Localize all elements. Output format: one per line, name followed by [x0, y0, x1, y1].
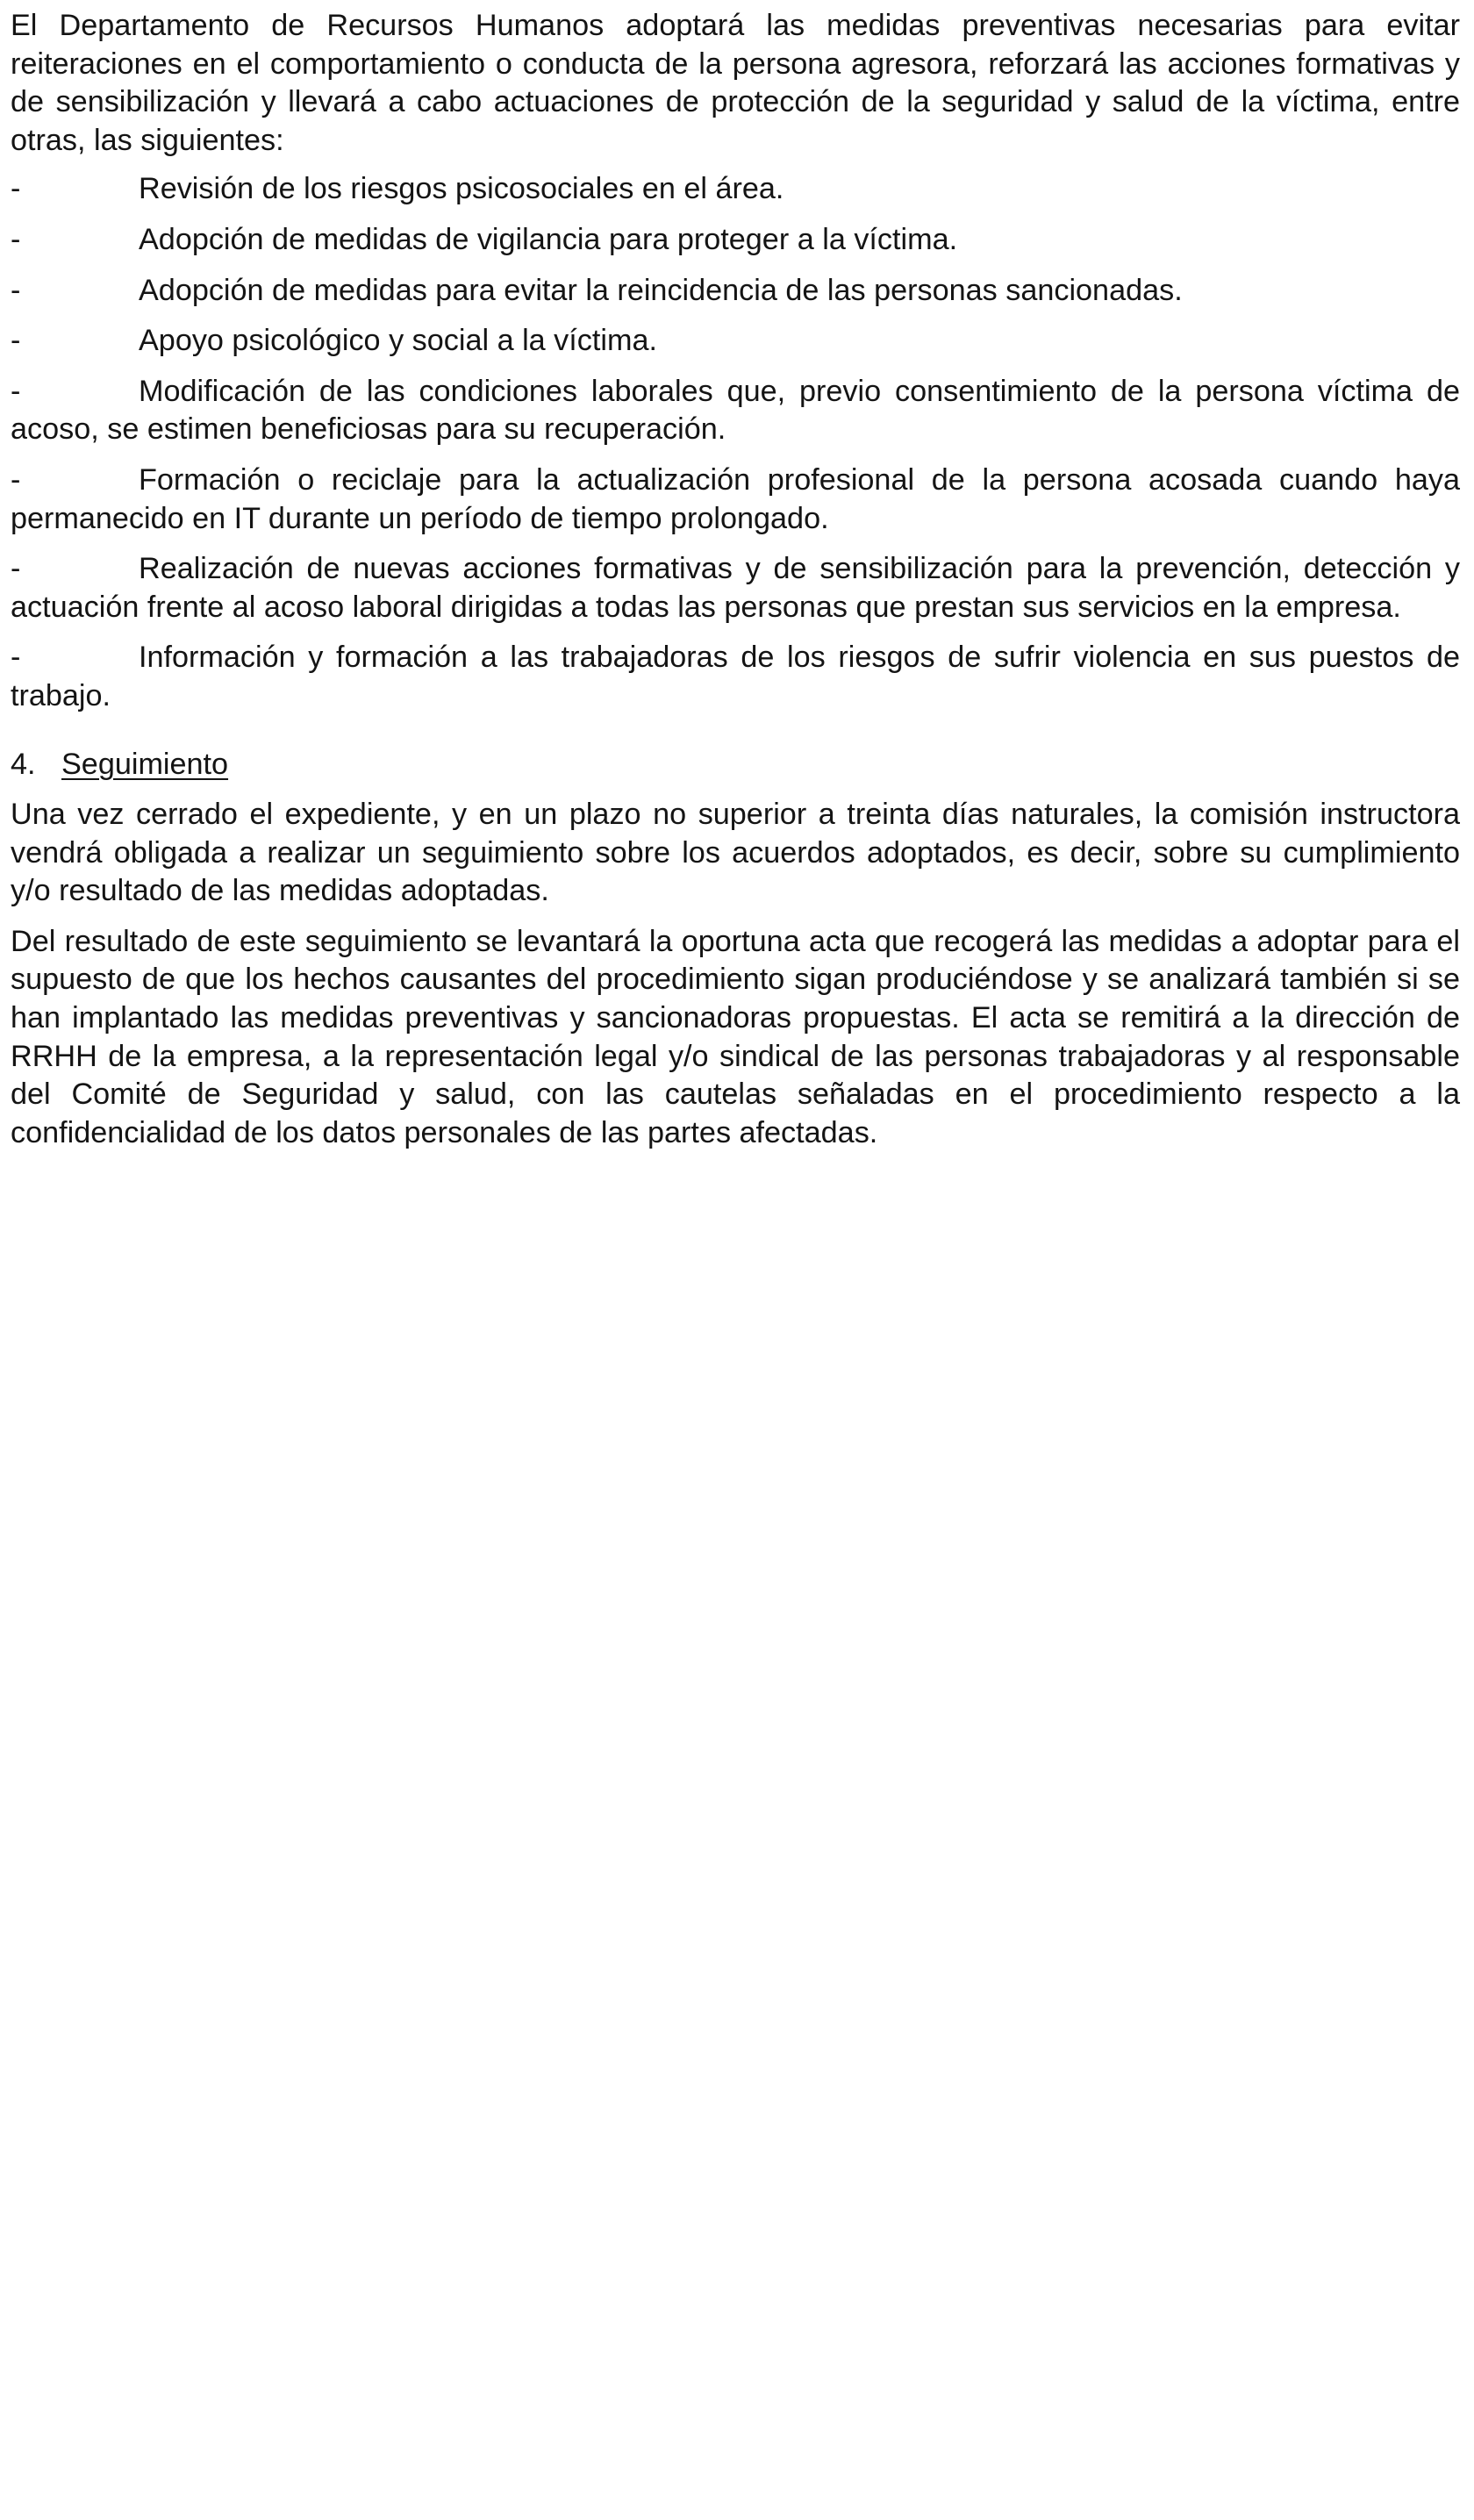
list-dash: -	[11, 641, 21, 675]
list-dash: -	[11, 222, 21, 256]
intro-paragraph: El Departamento de Recursos Humanos adoptará las medidas preventivas necesarias para evitar reiteraciones en el comportamiento o conducta de la persona agresora, reforzará las acciones formativas y de sensibilización y llevará a cabo actuaciones de protección de la seguridad y salud de la víctima, entre otras, las siguientes:	[11, 9, 1460, 157]
list-item	[11, 272, 1460, 311]
list-item-text: Adopción de medidas de vigilancia para proteger a la víctima.	[139, 222, 958, 256]
list-dash: -	[11, 374, 21, 408]
list-item-text: Revisión de los riesgos psicosociales en el área.	[139, 172, 784, 206]
section-paragraph: Del resultado de este seguimiento se levantará la oportuna acta que recogerá las medidas a adoptar para el supuesto de que los hechos causantes del procedimiento sigan produciéndose y se analizará también si se han implantado las medidas preventivas y sancionadoras propuestas. El acta se remitirá a la dirección de RRHH de la empresa, a la representación legal y/o sindical de las personas trabajadoras y al responsable del Comité de Seguridad y salud, con las cautelas señaladas en el procedimiento respecto a la confidencialidad de los datos personales de las partes afectadas.	[11, 924, 1460, 1149]
section-number: 4.	[11, 747, 36, 781]
section-heading	[11, 746, 1460, 784]
list-dash: -	[11, 172, 21, 206]
list-item-text: Modificación de las condiciones laborales que, previo consentimiento de la persona víctima de acoso, se estimen beneficiosas para su recuperación.	[11, 374, 1460, 447]
list-item	[11, 639, 1460, 715]
list-item-text: Información y formación a las trabajadoras de los riesgos de sufrir violencia en sus puestos de trabajo.	[11, 641, 1460, 712]
list-dash: -	[11, 273, 21, 307]
list-item	[11, 373, 1460, 449]
list-item-text: Adopción de medidas para evitar la reincidencia de las personas sancionadas.	[139, 273, 1183, 307]
measures-list	[11, 170, 1460, 715]
list-item	[11, 170, 1460, 209]
list-item-text: Apoyo psicológico y social a la víctima.	[139, 324, 657, 358]
list-item-text: Realización de nuevas acciones formativas y de sensibilización para la prevención, detección y actuación frente al acoso laboral dirigidas a todas las personas que prestan sus servicios en la empresa.	[11, 552, 1460, 624]
list-item	[11, 462, 1460, 538]
list-item-text: Formación o reciclaje para la actualización profesional de la persona acosada cuando haya permanecido en IT durante un período de tiempo prolongado.	[11, 462, 1460, 535]
list-item	[11, 550, 1460, 626]
list-item	[11, 322, 1460, 361]
section-title: Seguimiento	[61, 747, 229, 781]
section-paragraph: Una vez cerrado el expediente, y en un plazo no superior a treinta días naturales, la comisión instructora vendrá obligada a realizar un seguimiento sobre los acuerdos adoptados, es decir, sobre su cumplimiento y/o resultado de las medidas adoptadas.	[11, 798, 1460, 908]
list-dash: -	[11, 462, 21, 497]
list-item	[11, 221, 1460, 260]
list-dash: -	[11, 324, 21, 358]
document-page	[11, 7, 1460, 1164]
list-dash: -	[11, 552, 21, 586]
